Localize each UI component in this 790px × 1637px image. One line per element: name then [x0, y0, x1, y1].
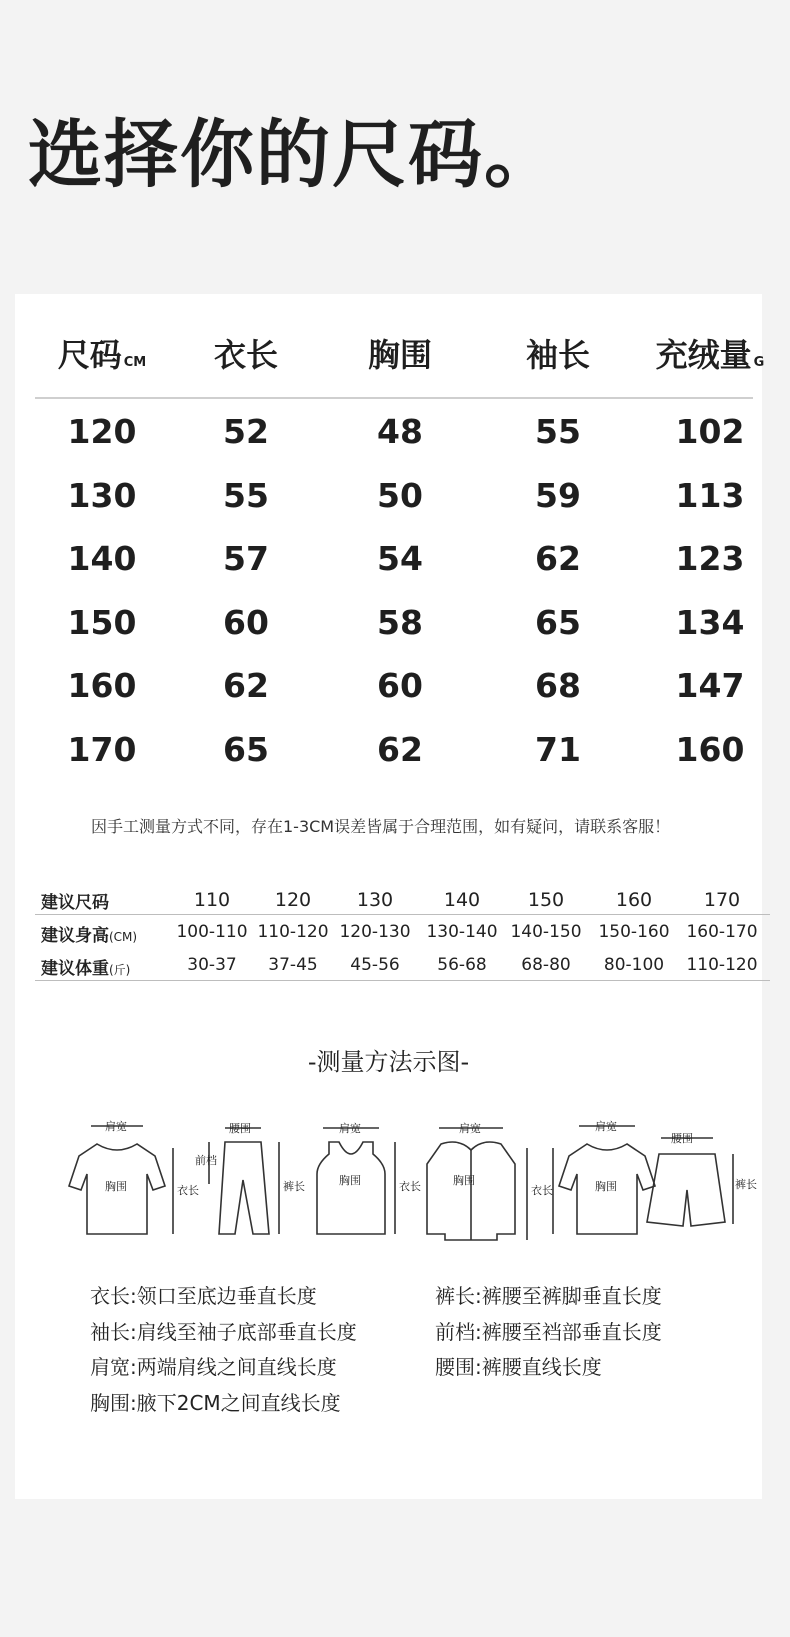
suggest-value: 110-120 [257, 922, 329, 942]
header-chest: 胸围 [367, 336, 432, 374]
definition-line: 衣长:领口至底边垂直长度 [90, 1284, 317, 1308]
cell-chest: 48 [377, 412, 423, 451]
tshirt-diagram [553, 1119, 655, 1234]
suggest-value: 130-140 [426, 922, 498, 942]
suggest-divider-bottom [35, 980, 770, 981]
suggest-value: 80-100 [603, 955, 665, 975]
cell-chest: 58 [377, 602, 423, 642]
diagram-label-pants-length: 裤长 [735, 1178, 757, 1191]
suggest-row-weight [41, 950, 771, 983]
suggest-value: 140-150 [510, 922, 582, 942]
shorts-diagram [647, 1132, 757, 1226]
tshirt-diagram [69, 1119, 199, 1234]
diagram-label-shoulder: 肩宽 [105, 1120, 127, 1133]
diagram-label-length: 衣长 [531, 1184, 553, 1197]
diagram-label-front-rise: 前档 [195, 1154, 217, 1167]
definition-line: 腰围:裤腰直线长度 [435, 1355, 602, 1379]
definition-line: 裤长:裤腰至裤脚垂直长度 [435, 1284, 662, 1308]
cell-down-fill: 160 [675, 729, 745, 769]
cell-size: 120 [67, 412, 137, 451]
header-down-fill: 充绒量 G [655, 336, 765, 374]
cell-down-fill: 113 [675, 475, 745, 515]
size-table-body [35, 402, 745, 783]
suggest-row-size [41, 884, 771, 917]
cell-sleeve: 62 [535, 539, 581, 578]
suggest-label: 建议身高(CM) [41, 926, 138, 946]
cell-sleeve: 68 [535, 666, 581, 705]
definitions-left [90, 1279, 357, 1421]
cell-sleeve: 59 [535, 475, 581, 515]
diagram-label-pants-length: 裤长 [283, 1180, 305, 1193]
pants-diagram [195, 1122, 305, 1234]
diagram-label-chest: 胸围 [105, 1180, 127, 1193]
cell-chest: 62 [377, 729, 423, 769]
suggest-value: 100-110 [176, 922, 248, 942]
cell-size: 140 [67, 539, 137, 578]
diagram-label-length: 衣长 [177, 1184, 199, 1197]
table-row [35, 720, 745, 784]
cell-size: 150 [67, 602, 137, 642]
suggest-value: 150 [527, 889, 565, 911]
header-size: 尺码 CM [57, 336, 147, 374]
table-row [35, 593, 745, 657]
definitions-right [435, 1279, 662, 1386]
jacket-diagram [427, 1121, 553, 1240]
measurement-note: 因手工测量方式不同，存在1-3CM误差皆属于合理范围，如有疑问，请联系客服！ [91, 817, 671, 836]
header-length: 衣长 [213, 336, 278, 374]
table-row [35, 656, 745, 720]
cell-sleeve: 71 [535, 729, 581, 769]
suggest-value: 160 [615, 889, 653, 911]
table-row [35, 466, 745, 530]
cell-down-fill: 147 [675, 666, 745, 705]
suggest-value: 150-160 [598, 922, 670, 942]
cell-chest: 50 [377, 475, 423, 515]
cell-length: 52 [223, 412, 269, 451]
cell-size: 160 [67, 666, 137, 705]
diagram-label-chest: 胸围 [595, 1180, 617, 1193]
header-divider [35, 397, 753, 399]
diagram-label-waist: 腰围 [229, 1122, 251, 1135]
cell-length: 65 [223, 729, 269, 769]
suggest-row-height [41, 917, 771, 950]
page-title: 选择你的尺码。 [28, 112, 560, 198]
header-sleeve: 袖长 [525, 336, 590, 374]
size-table-header [35, 330, 765, 374]
cell-down-fill: 134 [675, 602, 745, 642]
suggest-divider-top [35, 914, 770, 915]
cell-length: 62 [223, 666, 269, 705]
definition-line: 袖长:肩线至袖子底部垂直长度 [90, 1319, 357, 1344]
cell-chest: 54 [377, 539, 423, 578]
diagram-label-length: 衣长 [399, 1180, 421, 1193]
table-row [35, 402, 745, 466]
cell-length: 55 [223, 475, 269, 515]
suggest-value: 56-68 [437, 955, 487, 975]
suggest-value: 110-120 [686, 955, 758, 975]
diagram-label-shoulder: 肩宽 [459, 1122, 481, 1135]
definition-line: 胸围:腋下2CM之间直线长度 [90, 1390, 341, 1415]
method-title: -测量方法示图- [307, 1048, 470, 1076]
size-card [15, 294, 765, 1499]
diagram-label-shoulder: 肩宽 [339, 1122, 361, 1135]
cell-chest: 60 [377, 666, 423, 705]
suggest-value: 160-170 [686, 922, 758, 942]
cell-down-fill: 102 [675, 412, 745, 451]
cell-length: 57 [223, 539, 269, 578]
suggest-value: 37-45 [268, 955, 318, 975]
definition-line: 前档:裤腰至裆部垂直长度 [435, 1319, 662, 1344]
cell-sleeve: 55 [535, 412, 581, 451]
cell-size: 130 [67, 475, 137, 515]
diagram-label-waist: 腰围 [671, 1132, 693, 1145]
diagram-label-shoulder: 肩宽 [595, 1120, 617, 1133]
suggest-value: 170 [703, 889, 741, 911]
suggested-size-table [41, 884, 771, 983]
cell-down-fill: 123 [675, 539, 745, 578]
suggest-value: 30-37 [187, 955, 237, 975]
suggest-value: 140 [443, 889, 481, 911]
cell-size: 170 [67, 729, 137, 769]
suggest-value: 120 [274, 889, 312, 911]
suggest-label: 建议体重(斤) [41, 959, 131, 979]
suggest-value: 110 [193, 889, 231, 911]
suggest-value: 68-80 [521, 955, 571, 975]
cell-sleeve: 65 [535, 602, 581, 642]
diagram-label-chest: 胸围 [339, 1174, 361, 1187]
diagram-label-chest: 胸围 [453, 1174, 475, 1187]
vest-diagram [317, 1121, 421, 1234]
table-row [35, 529, 745, 593]
suggest-value: 120-130 [339, 922, 411, 942]
definition-line: 肩宽:两端肩线之间直线长度 [90, 1355, 337, 1379]
cell-length: 60 [223, 602, 269, 642]
suggest-label: 建议尺码 [41, 893, 109, 913]
measurement-diagram [39, 1094, 779, 1264]
suggest-value: 130 [356, 889, 394, 911]
suggest-value: 45-56 [350, 955, 400, 975]
